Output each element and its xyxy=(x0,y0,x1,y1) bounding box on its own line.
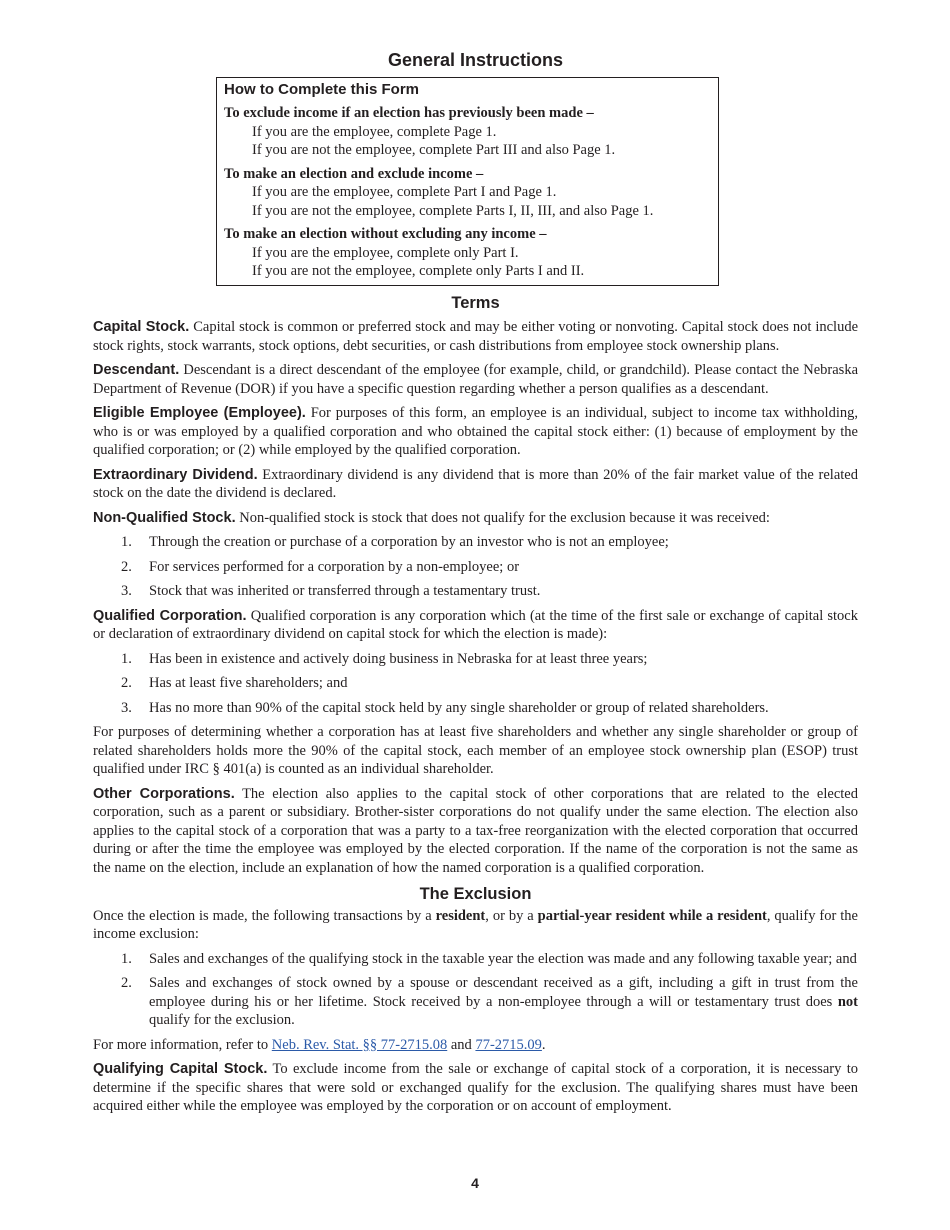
page-title: General Instructions xyxy=(387,50,564,70)
term-text: Qualified corporation is any corporation which (at the time of the first sale or exchange of capital stock or declaration of extraordinary dividend on capital stock for which the election is made): xyxy=(93,607,858,642)
list-item: 1. Has been in existence and actively doing business in Nebraska for at least three years; xyxy=(121,650,648,667)
how-to-complete-box xyxy=(216,77,719,286)
list-item: 3. Stock that was inherited or transferred through a testamentary trust. xyxy=(121,583,541,599)
more-info: For more information, refer to Neb. Rev. Stat. §§ 77-2715.08 and 77-2715.09. xyxy=(93,1036,546,1053)
term-extraordinary-dividend xyxy=(93,466,858,503)
term-text: Extraordinary dividend is any dividend that is more than 20% of the fair market value of the related stock on the date the dividend is declared. xyxy=(93,466,858,501)
how-to-line: If you are not the employee, complete only Parts I and II. xyxy=(252,263,585,279)
list-item: 1. Sales and exchanges of the qualifying stock in the taxable year the election was made and any following taxable year; and xyxy=(121,950,857,967)
statute-link-77-2715-09[interactable]: 77-2715.09 xyxy=(475,1036,542,1053)
how-to-group-heading: To make an election and exclude income – xyxy=(224,165,484,182)
how-to-group xyxy=(224,165,711,221)
exclusion-heading: The Exclusion xyxy=(419,885,532,903)
statute-link-77-2715-08[interactable]: Neb. Rev. Stat. §§ 77-2715.08 xyxy=(271,1036,448,1053)
term-label: Capital Stock. xyxy=(93,319,190,335)
term-label: Eligible Employee (Employee). xyxy=(93,405,306,421)
terms-heading: Terms xyxy=(451,294,500,312)
term-label: Non-Qualified Stock. xyxy=(93,509,236,526)
term-capital-stock xyxy=(93,318,858,355)
term-label: Qualified Corporation. xyxy=(93,607,247,624)
how-to-line: If you are not the employee, complete Part III and also Page 1. xyxy=(252,142,616,158)
exclusion-intro: Once the election is made, the following transactions by a resident, or by a partial-year resident while a resident, qualify for the income exclusion: xyxy=(93,907,858,942)
how-to-group-heading: To make an election without excluding any income – xyxy=(224,226,547,242)
non-qualified-list xyxy=(93,533,858,601)
qualified-corporation-list xyxy=(93,650,858,718)
how-to-line: If you are the employee, complete Part I and Page 1. xyxy=(252,184,557,200)
list-item: 1. Through the creation or purchase of a corporation by an investor who is not an employee; xyxy=(121,534,669,550)
how-to-group xyxy=(224,225,711,281)
how-to-line: If you are the employee, complete Page 1. xyxy=(252,123,497,140)
term-text: The election also applies to the capital stock of other corporations that are related to the elected corporation, such as a parent or subsidiary. Brother-sister corporations do not qualify under the same election. The election also applies to the capital stock of a corporation that was a party to a tax-free reorganization with the elected corporation that occurred during or after the time the employee was employed by the elected corporation. If the name of the corporation is not the same as the name on the election, include an explanation of how the named corporation is a qualified corporation. xyxy=(93,785,858,876)
term-label: Other Corporations. xyxy=(93,785,235,802)
how-to-group xyxy=(224,104,711,160)
list-item: 3. Has no more than 90% of the capital stock held by any single shareholder or group of related shareholders. xyxy=(121,699,769,716)
term-label: Descendant. xyxy=(93,362,180,378)
list-item: 2. Sales and exchanges of stock owned by a spouse or descendant received as a gift, including a gift in trust from the employee during his or her lifetime. Stock received by a non-employee through a will or testamentary trust does not qualify for the exclusion. xyxy=(121,975,858,1028)
term-qualifying-capital-stock xyxy=(93,1060,858,1116)
list-item: 2. For services performed for a corporation by a non-employee; or xyxy=(121,558,520,575)
term-text: Descendant is a direct descendant of the employee (for example, child, or grandchild). Please contact the Nebraska Department of Revenue (DOR) if you have a specific question regarding whether a person qualifies as a descendant. xyxy=(93,362,858,397)
term-other-corporations xyxy=(93,785,858,878)
list-item: 2. Has at least five shareholders; and xyxy=(121,675,348,691)
term-label: Qualifying Capital Stock. xyxy=(93,1061,268,1077)
page-number: 4 xyxy=(471,1175,479,1191)
how-to-title: How to Complete this Form xyxy=(224,81,419,98)
how-to-group-heading: To exclude income if an election has previously been made – xyxy=(224,105,594,121)
term-text: For purposes of this form, an employee is an individual, subject to income tax withholding, who is or was employed by a qualified corporation and who obtained the capital stock either: (1) because of employment by the qualified corporation; or (2) while employed by the qualified corporation. xyxy=(93,405,858,458)
qualified-corporation-note: For purposes of determining whether a corporation has at least five shareholders and whether any single shareholder or group of related shareholders holds more the 90% of the capital stock, each member of an employee stock ownership plan (ESOP) trust qualified under IRC § 401(a) is counted as an individual shareholder. xyxy=(93,724,858,777)
term-non-qualified-stock xyxy=(93,509,858,528)
term-text: Non-qualified stock is stock that does not qualify for the exclusion because it was received: xyxy=(235,509,770,526)
term-qualified-corporation xyxy=(93,607,858,644)
term-eligible-employee xyxy=(93,404,858,460)
term-text: Capital stock is common or preferred stock and may be either voting or nonvoting. Capital stock does not include stock rights, stock warrants, stock options, debt securities, or cash distributions from employee stock ownership plans. xyxy=(93,319,859,354)
how-to-line: If you are the employee, complete only Part I. xyxy=(252,244,519,261)
term-descendant xyxy=(93,361,858,398)
terms-body xyxy=(93,318,858,1122)
how-to-line: If you are not the employee, complete Parts I, II, III, and also Page 1. xyxy=(252,202,654,219)
term-text: To exclude income from the sale or exchange of capital stock of a corporation, it is necessary to determine if the specific shares that were sold or exchanged qualify for the exclusion. The qualifying shares must have been acquired either while the employee was employed by the corporation or on account of employment. xyxy=(93,1061,859,1114)
term-label: Extraordinary Dividend. xyxy=(93,466,258,483)
exclusion-list xyxy=(93,950,858,1030)
